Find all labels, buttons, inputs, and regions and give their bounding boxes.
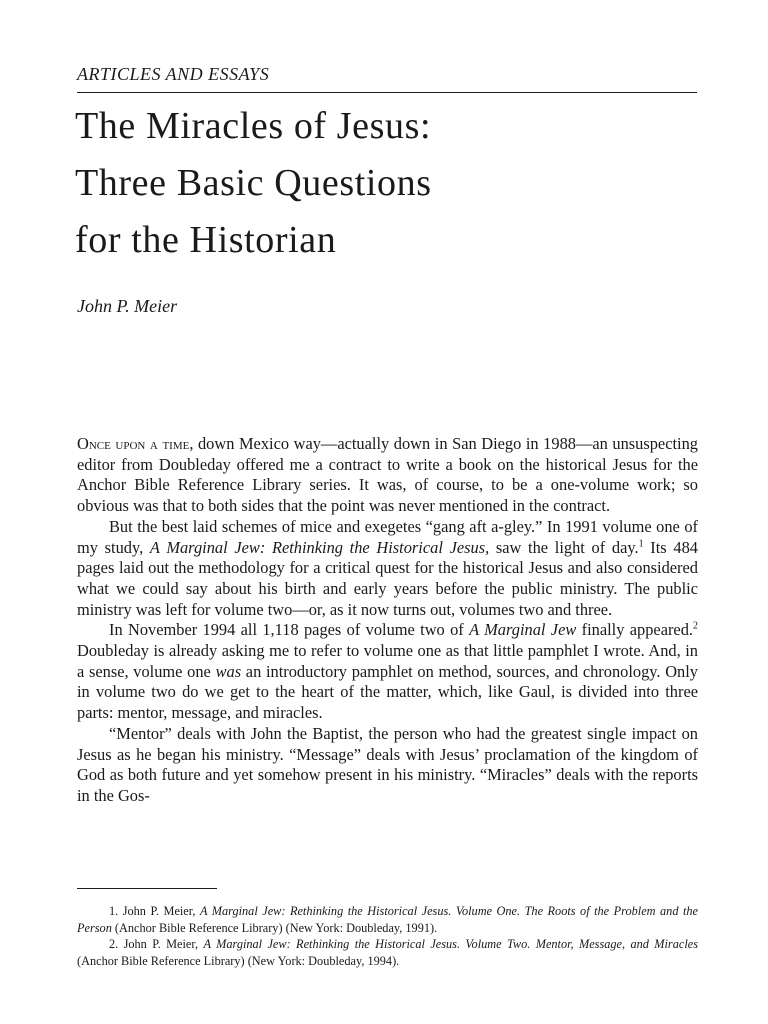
paragraph-2-text-a: But the best laid schemes of mice and exegetes “gang aft a-gley.” In 1991 volume one of my study, xyxy=(77,516,698,557)
footnote-1 xyxy=(77,903,698,936)
emphasis-italic: was xyxy=(215,661,242,681)
paragraph-4 xyxy=(77,724,698,807)
paragraph-2-text-c: Its 484 pages laid out the methodology for a critical quest for the historical Jesus and also considered what we could say about his birth and early years before the public ministry. The public ministry was left for volume two—or, as it now turns out, volumes two and three. xyxy=(77,537,698,619)
author-name: John P. Meier xyxy=(77,296,178,316)
paragraph-3-text-b: finally appeared. xyxy=(576,620,693,640)
paragraph-3 xyxy=(77,620,698,724)
small-caps-lead: Once upon a time, xyxy=(77,434,194,453)
footnote-2-text-a: 2. John P. Meier, xyxy=(109,937,204,951)
footnote-2-text-b: (Anchor Bible Reference Library) (New York: Doubleday, 1994). xyxy=(77,953,400,968)
header-rule xyxy=(77,92,697,93)
book-title-italic: A Marginal Jew: Rethinking the Historical Jesus, xyxy=(149,537,490,557)
title-line-3: for the Historian xyxy=(75,219,337,261)
footnote-rule xyxy=(77,888,217,889)
book-title-italic: A Marginal Jew xyxy=(469,620,577,640)
article-body xyxy=(77,434,698,807)
title-line-1: The Miracles of Jesus: xyxy=(75,105,432,147)
paragraph-2-text-b: saw the light of day. xyxy=(489,537,639,557)
paragraph-3-text-d: an introductory pamphlet on method, sources, and chronology. Only in volume two do we get to the heart of the matter, which, like Gaul, is divided into three parts: mentor, message, and miracles. xyxy=(77,661,699,723)
paragraph-2 xyxy=(77,517,698,621)
footnote-2 xyxy=(77,936,698,969)
paragraph-3-text-c: Doubleday is already asking me to refer to volume one as that little pamphlet I wrote. And, in a sense, volume one xyxy=(77,641,698,681)
title-line-2: Three Basic Questions xyxy=(75,162,432,204)
paragraph-1-text: down Mexico way—actually down in San Diego in 1988—an unsuspecting editor from Doubleday offered me a contract to write a book on the historical Jesus for the Anchor Bible Reference Library series. It was, of course, to be a one-volume work; so obvious was that to both sides that the point was never mentioned in the contract. xyxy=(77,434,698,516)
footnote-ref-2: 2 xyxy=(693,620,698,632)
footnote-2-title: A Marginal Jew: Rethinking the Historical Jesus. Volume Two. Mentor, Message, and Miracles xyxy=(203,937,698,951)
paragraph-4-text: “Mentor” deals with John the Baptist, the person who had the greatest single impact on Jesus as he began his ministry. “Message” deals with Jesus’ proclamation of the kingdom of God as both future and yet somehow present in his ministry. “Miracles” deals with the reports in the Gos- xyxy=(77,723,698,805)
paragraph-1 xyxy=(77,434,698,517)
footnotes xyxy=(77,903,698,969)
footnote-1-text-b: (Anchor Bible Reference Library) (New York: Doubleday, 1991). xyxy=(111,920,438,935)
footnote-ref-1: 1 xyxy=(638,538,644,550)
footnote-1-title: A Marginal Jew: Rethinking the Historical Jesus. Volume One. The Roots of the Problem and the Person xyxy=(77,904,698,935)
footnote-1-text-a: 1. John P. Meier, xyxy=(109,904,200,918)
article-title xyxy=(75,98,705,269)
paragraph-3-text-a: In November 1994 all 1,118 pages of volume two of xyxy=(109,620,470,640)
section-label: ARTICLES AND ESSAYS xyxy=(77,64,270,84)
